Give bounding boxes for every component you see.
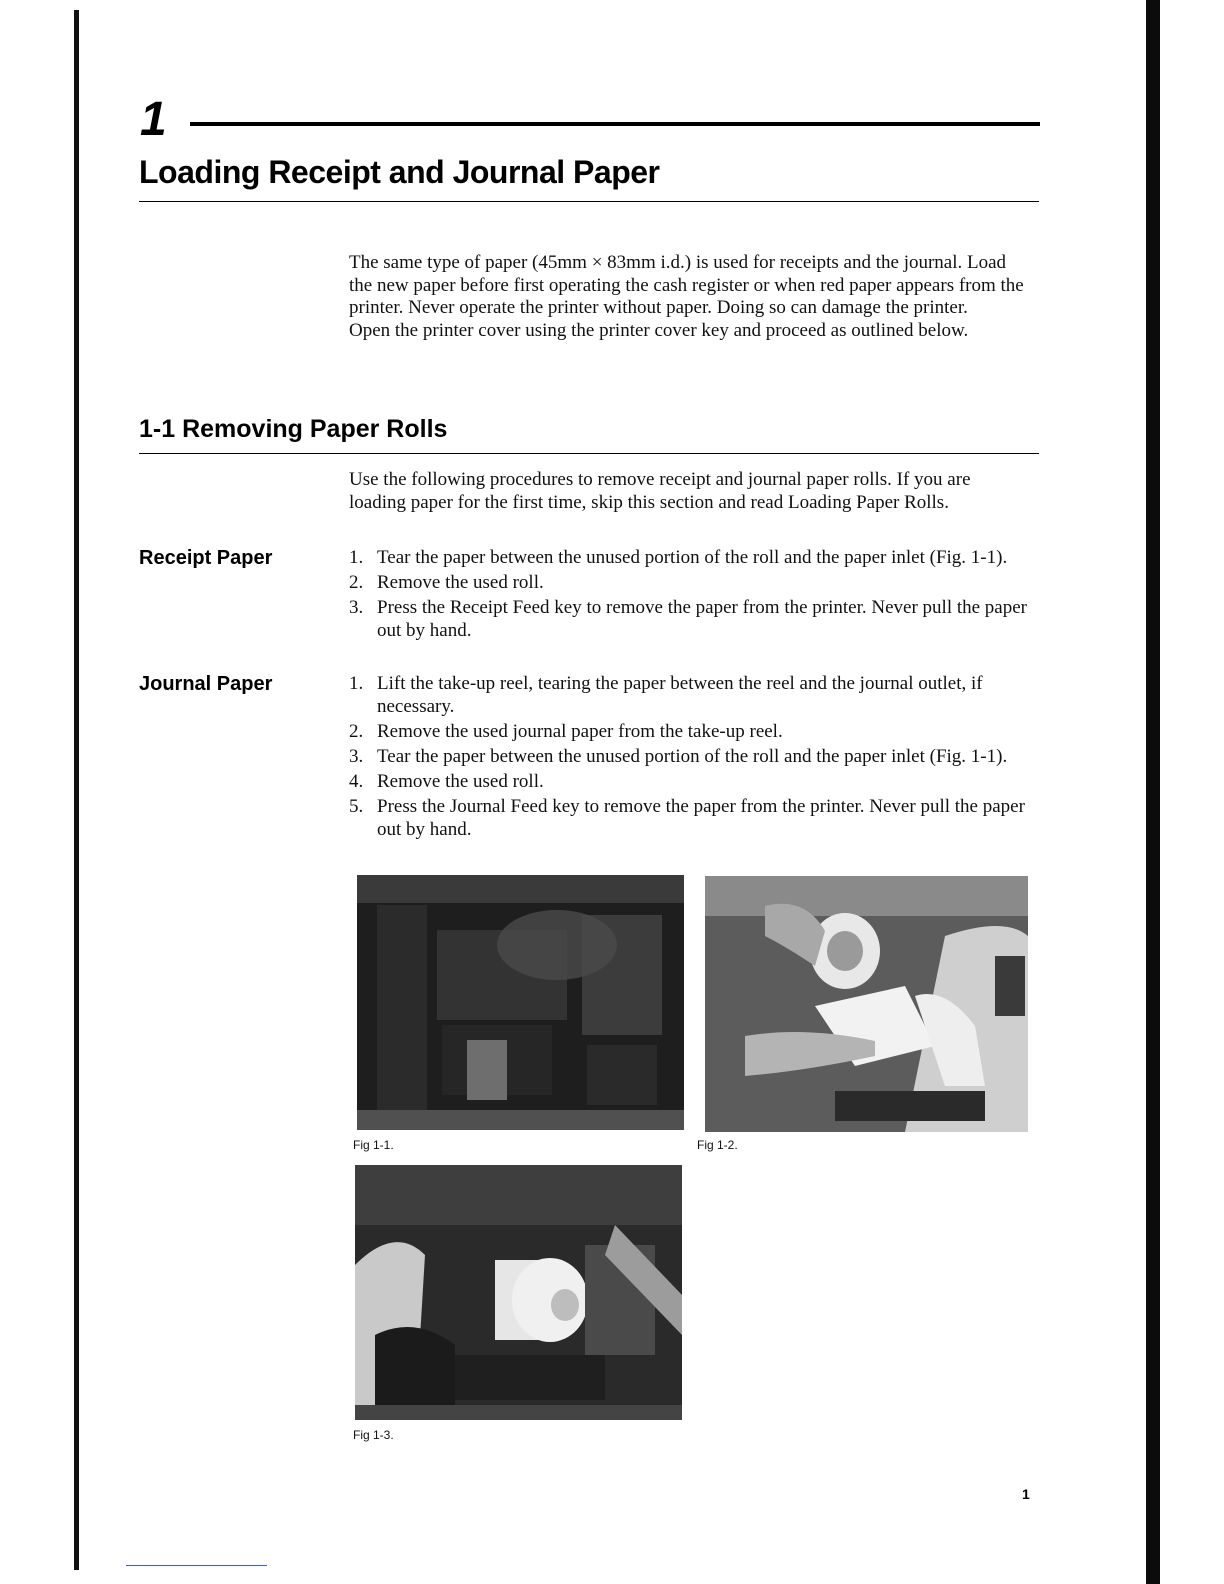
receipt-steps [349,547,1029,645]
chapter-rule [190,122,1040,126]
journal-steps [349,673,1029,844]
section-title: 1-1 Removing Paper Rolls [139,415,448,443]
footnote-rule [126,1565,267,1566]
title-rule [139,201,1039,202]
step-text: Press the Receipt Feed key to remove the paper from the printer. Never pull the paper out by hand. [377,597,1027,641]
step-text: Tear the paper between the unused portion of the roll and the paper inlet (Fig. 1-1). [377,547,1008,568]
tearing-paper-photo [705,876,1028,1132]
step-number: 3. [349,745,364,767]
list-item [349,597,1029,642]
step-number: 2. [349,720,364,742]
list-item [349,673,1029,718]
list-item [349,771,1029,794]
chapter-title: Loading Receipt and Journal Paper [139,154,660,190]
chapter-number: 1 [140,93,167,146]
intro-paragraph-1: The same type of paper (45mm × 83mm i.d.) is used for receipts and the journal. Load the new paper before first operating the cash register or when red paper appears from the printer. Never operate the printer without paper. Doing so can damage the printer. [349,252,1024,319]
step-text: Lift the take-up reel, tearing the paper between the reel and the journal outlet, if necessary. [377,673,983,717]
step-text: Remove the used roll. [377,771,544,793]
step-number: 1. [349,673,364,694]
figure-1-2-caption: Fig 1-2. [697,1138,738,1152]
page-number: 1 [1022,1486,1030,1502]
list-item [349,572,1029,595]
step-number: 3. [349,597,364,619]
list-item [349,721,1029,744]
journal-paper-label: Journal Paper [139,673,273,695]
step-number: 5. [349,796,364,818]
paper-rolls-photo [355,1165,682,1420]
printer-interior-photo [357,875,684,1130]
scan-edge-right [1146,0,1160,1584]
section-rule [139,453,1039,454]
figure-1-1-caption: Fig 1-1. [353,1138,394,1152]
step-text: Tear the paper between the unused portion of the roll and the paper inlet (Fig. 1-1). [377,745,1008,767]
section-intro: Use the following procedures to remove receipt and journal paper rolls. If you are loading paper for the first time, skip this section and read Loading Paper Rolls. [349,469,971,513]
figure-1-3-caption: Fig 1-3. [353,1428,394,1442]
intro-text [349,252,1029,342]
list-item [349,547,1029,570]
step-text: Press the Journal Feed key to remove the paper from the printer. Never pull the paper out by hand. [377,796,1025,840]
receipt-paper-label: Receipt Paper [139,547,273,569]
list-item [349,796,1029,841]
step-text: Remove the used journal paper from the take-up reel. [377,720,783,742]
figure-1-3-photo [355,1165,682,1420]
step-number: 1. [349,547,364,568]
intro-paragraph-2: Open the printer cover using the printer cover key and proceed as outlined below. [349,319,969,341]
scan-edge-left [74,10,79,1570]
figure-1-2-photo [705,876,1028,1132]
step-number: 2. [349,572,364,594]
step-number: 4. [349,771,364,793]
step-text: Remove the used roll. [377,572,544,594]
list-item [349,746,1029,769]
figure-1-1-photo [357,875,684,1130]
